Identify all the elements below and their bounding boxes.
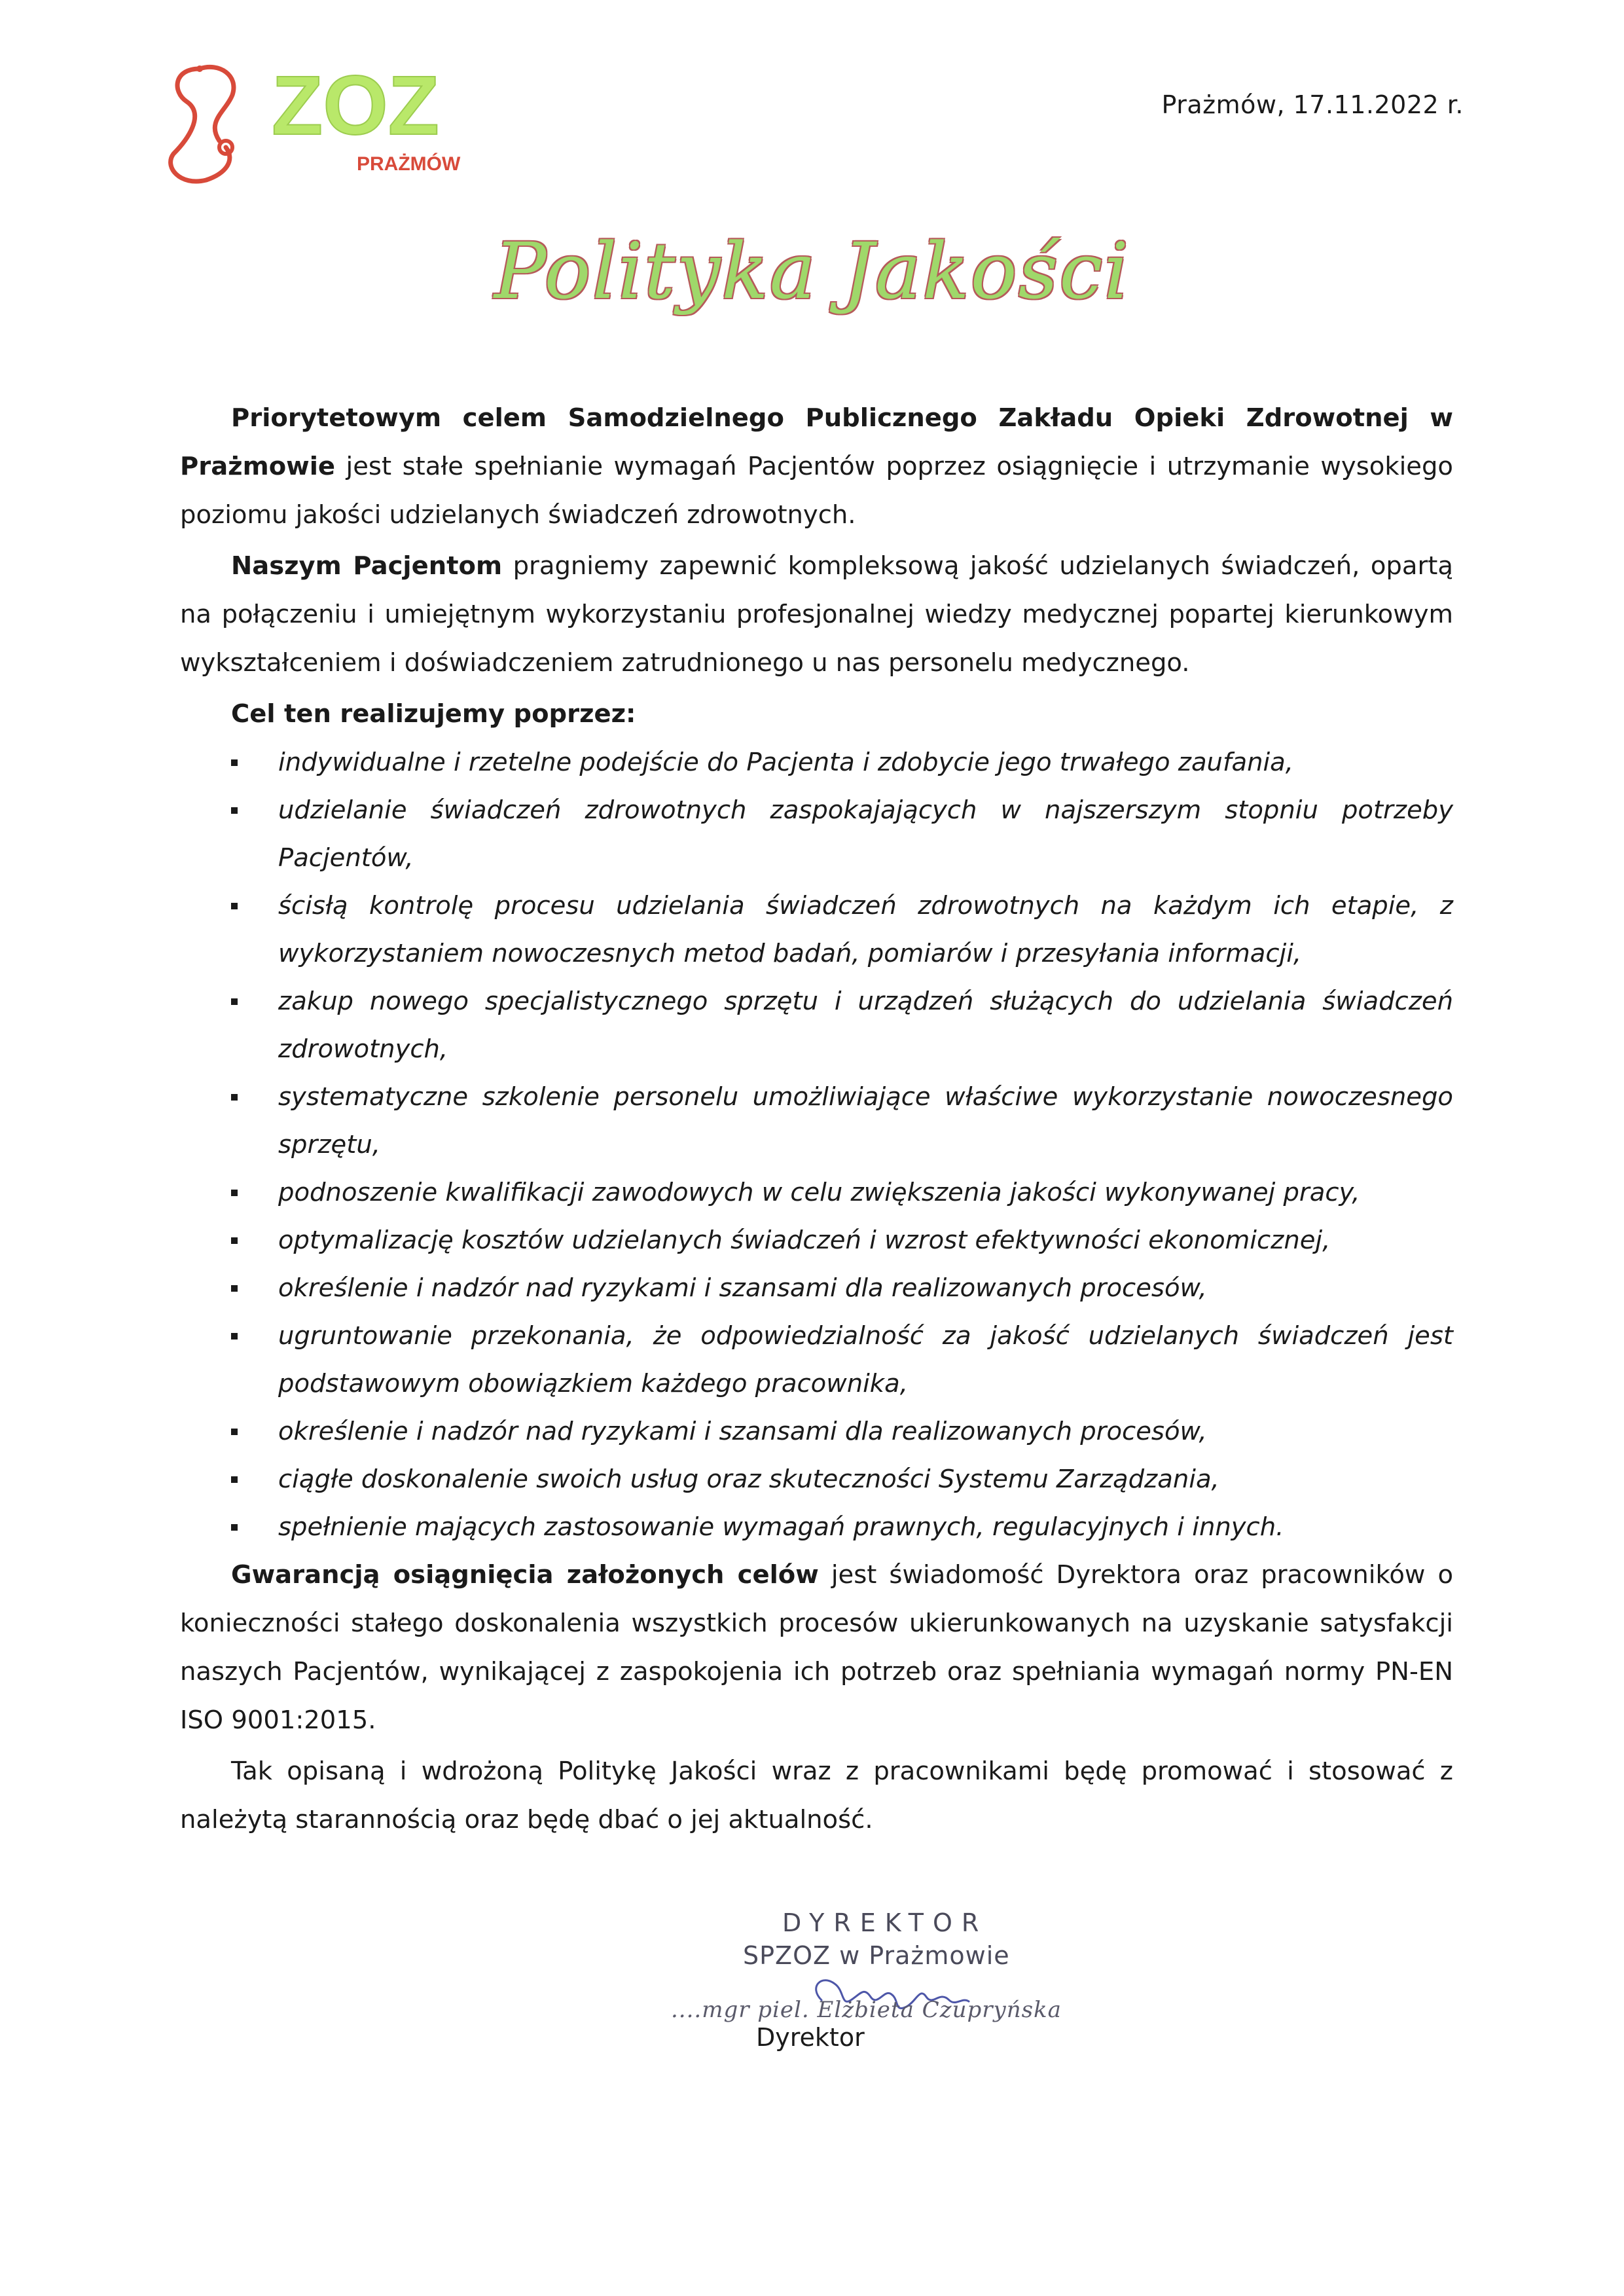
list-item: podnoszenie kwalifikacji zawodowych w celu zwiększenia jakości wykonywanej pracy, <box>180 1169 1453 1216</box>
list-item: ciągłe doskonalenie swoich usług oraz skuteczności Systemu Zarządzania, <box>180 1455 1453 1503</box>
list-item: systematyczne szkolenie personelu umożliwiające właściwe wykorzystanie nowoczesnego sprzętu, <box>180 1073 1453 1169</box>
document-body <box>180 394 1453 1847</box>
list-item: spełnienie mających zastosowanie wymagań prawnych, regulacyjnych i innych. <box>180 1503 1453 1551</box>
list-item: udzielanie świadczeń zdrowotnych zaspokajających w najszerszym stopniu potrzeby Pacjentów, <box>180 786 1453 882</box>
list-heading: Cel ten realizujemy poprzez: <box>231 699 636 729</box>
stethoscope-logo-icon <box>160 56 501 193</box>
list-item: określenie i nadzór nad ryzykami i szansami dla realizowanych procesów, <box>180 1264 1453 1312</box>
list-item: ugruntowanie przekonania, że odpowiedzialność za jakość udzielanych świadczeń jest podstawowym obowiązkiem każdego pracownika, <box>180 1312 1453 1408</box>
list-item: ścisłą kontrolę procesu udzielania świadczeń zdrowotnych na każdym ich etapie, z wykorzystaniem nowoczesnych metod badań, pomiarów i przesyłania informacji, <box>180 882 1453 977</box>
stamp-name: ....mgr piel. Elżbieta Czupryńska <box>671 1997 1062 2023</box>
place-date: Prażmów, 17.11.2022 r. <box>1161 90 1464 119</box>
stamp-title: DYREKTOR <box>782 1908 988 1937</box>
intro-paragraph <box>180 394 1453 539</box>
patients-text: pragniemy zapewnić kompleksową jakość udzielanych świadczeń, opartą na połączeniu i umiejętnym wykorzystaniu profesjonalnej wiedzy medycznej popartej kierunkowym wykształceniem i doświadczeniem zatrudnionego u nas personelu medycznego. <box>180 551 1453 678</box>
director-stamp <box>671 1908 1090 2066</box>
guarantee-bold: Gwarancją osiągnięcia założonych celów <box>231 1560 819 1590</box>
list-item: indywidualne i rzetelne podejście do Pacjenta i zdobycie jego trwałego zaufania, <box>180 738 1453 786</box>
intro-text: jest stałe spełnianie wymagań Pacjentów poprzez osiągnięcie i utrzymanie wysokiego poziomu jakości udzielanych świadczeń zdrowotnych. <box>180 452 1453 530</box>
logo <box>160 56 501 193</box>
closing-paragraph: Tak opisaną i wdrożoną Politykę Jakości wraz z pracownikami będę promować i stosować z należytą starannością oraz będę dbać o jej aktualność. <box>180 1757 1453 1834</box>
guarantee-paragraph <box>180 1551 1453 1745</box>
logo-text: ZOZ <box>272 59 439 153</box>
patients-bold: Naszym Pacjentom <box>231 551 503 581</box>
list-item: zakup nowego specjalistycznego sprzętu i urządzeń służących do udzielania świadczeń zdrowotnych, <box>180 977 1453 1073</box>
stamp-institution: SPZOZ w Prażmowie <box>743 1941 1010 1970</box>
stamp-role: Dyrektor <box>756 2023 865 2052</box>
guarantee-text: jest świadomość Dyrektora oraz pracowników o konieczności stałego doskonalenia wszystkich procesów ukierunkowanych na uzyskanie satysfakcji naszych Pacjentów, wynikającej z zaspokojenia ich potrzeb oraz spełniania wymagań normy PN-EN ISO 9001:2015. <box>180 1560 1454 1735</box>
logo-subtext: PRAŻMÓW <box>357 153 461 175</box>
page-title: Polityka Jakości <box>494 226 1130 316</box>
list-item: optymalizację kosztów udzielanych świadczeń i wzrost efektywności ekonomicznej, <box>180 1216 1453 1264</box>
list-item: określenie i nadzór nad ryzykami i szansami dla realizowanych procesów, <box>180 1408 1453 1455</box>
goals-list <box>180 738 1453 1551</box>
intro-bold: Priorytetowym celem Samodzielnego Publicznego Zakładu Opieki Zdrowotnej w Prażmowie <box>180 403 1453 481</box>
patients-paragraph <box>180 542 1453 687</box>
